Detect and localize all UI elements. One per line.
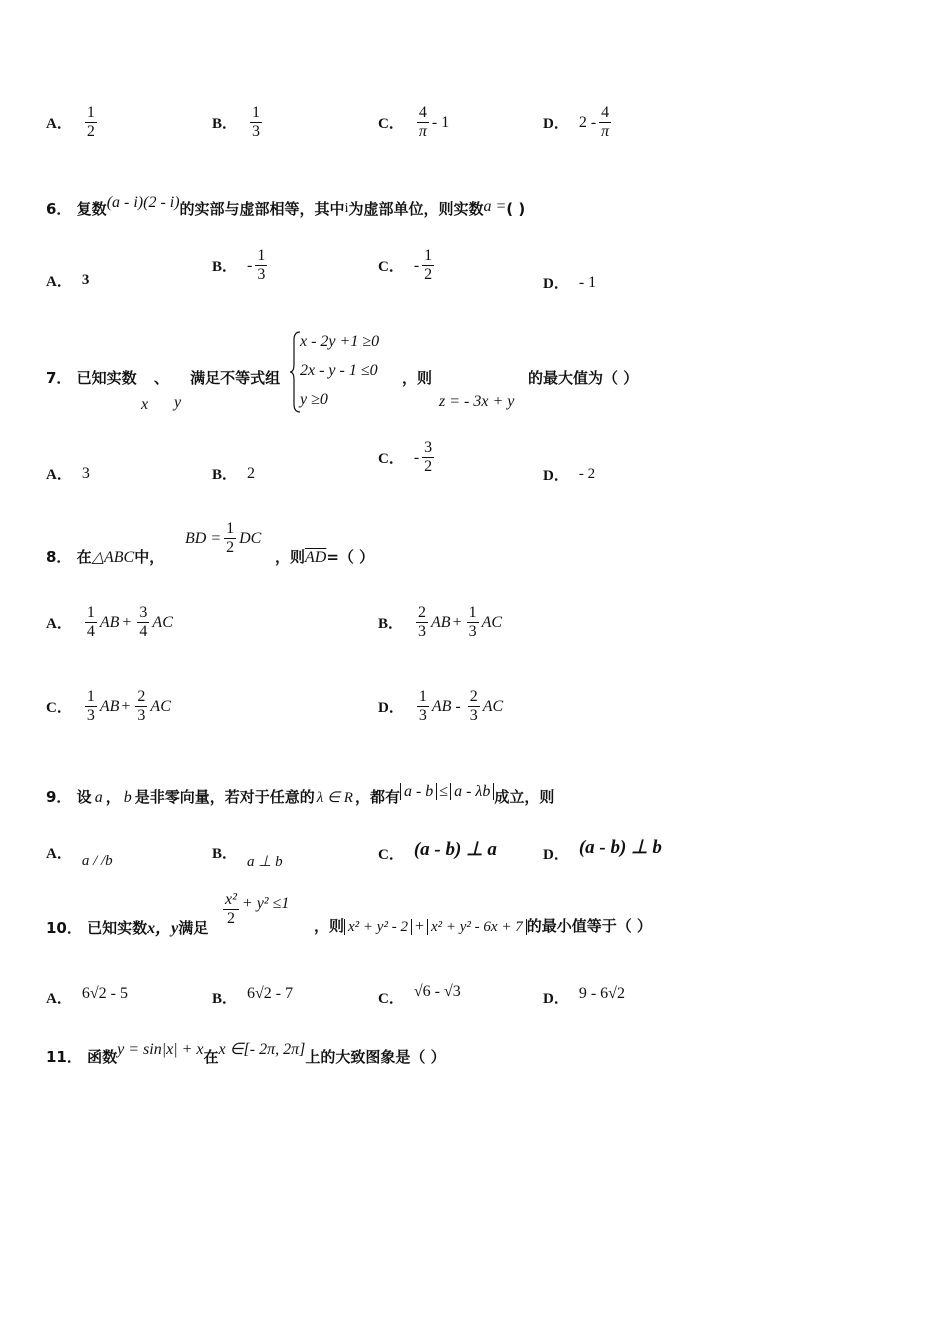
operator: +	[122, 613, 132, 631]
fraction: $\frac{3}{4}$	[139, 604, 148, 641]
q7-option-b[interactable]	[212, 463, 255, 484]
q8-option-d[interactable]	[378, 688, 503, 726]
q10-condition	[220, 891, 289, 929]
q-text: 的最小值等于（ ）	[526, 917, 652, 935]
q-text: 、	[153, 369, 169, 387]
abs-term-1: x² + y² - 2	[344, 919, 412, 935]
option-value: (a - b) ⊥ a	[413, 839, 497, 860]
condition-rest: + y² ≤1	[241, 894, 290, 912]
answer-parens: =（ ）	[326, 548, 375, 566]
option-value: 3	[81, 464, 90, 482]
question-8	[46, 546, 164, 567]
option-label: A．	[46, 116, 72, 133]
option-value: 2	[247, 464, 256, 482]
q-text: ，则	[402, 369, 433, 387]
question-number: 7．	[46, 369, 72, 387]
q-text: 上的大致图象是（ ）	[305, 1048, 446, 1066]
q-text: 的最大值为（ ）	[528, 369, 639, 387]
vector-ab: AB	[431, 697, 452, 715]
option-value: √6 - √3	[413, 982, 461, 1000]
q-text: 中，	[134, 548, 165, 566]
fraction: $\frac{1}{2}$	[86, 104, 95, 141]
q-text: 是非零向量，若对于任意的	[134, 788, 315, 806]
q-text: 为虚部单位，则实数	[348, 200, 484, 218]
fraction: $\frac{1}{2}$	[424, 247, 433, 284]
option-label: A．	[46, 846, 72, 862]
q-text: 的实部与虚部相等，其中	[179, 200, 345, 218]
option-label: C．	[46, 700, 72, 717]
option-value: (a - b) ⊥ b	[578, 837, 662, 858]
var-y: y	[174, 394, 182, 411]
question-7	[46, 367, 280, 388]
option-label: C．	[378, 116, 404, 133]
abs-term-2: x² + y² - 6x + 7	[427, 919, 527, 935]
option-label: C．	[378, 847, 404, 863]
option-value: a ⊥ b	[247, 854, 283, 870]
option-value: a / /b	[81, 853, 113, 869]
vector-dc: DC	[239, 529, 262, 547]
abs-left: a - b	[400, 783, 437, 800]
fraction: $\frac{1}{3}$	[468, 604, 477, 641]
q5-option-c[interactable]	[378, 104, 449, 142]
fraction: $\frac{2}{3}$	[418, 604, 427, 641]
vector-ad: $\overline{AD}$	[305, 549, 327, 566]
question-11	[46, 1041, 446, 1067]
option-label: C．	[378, 259, 404, 276]
lambda-condition: λ ∈ R	[316, 790, 353, 806]
option-value: 6√2 - 5	[81, 984, 128, 1002]
q8-tail	[275, 546, 374, 567]
math-i: i	[344, 201, 349, 216]
le-sign: ≤	[439, 783, 449, 800]
operator: +	[452, 613, 462, 631]
q-text: ，	[105, 788, 121, 806]
q-text: ，则	[314, 917, 345, 935]
question-number: 11．	[46, 1048, 82, 1066]
q-text: 在	[76, 548, 92, 566]
option-label: D．	[378, 700, 404, 717]
objective-fn: z = - 3x + y	[439, 393, 515, 410]
option-label: C．	[378, 451, 404, 468]
option-label: A．	[46, 616, 72, 633]
fraction: $\frac{1}{3}$	[86, 688, 95, 725]
fraction: $\frac{3}{2}$	[424, 439, 433, 476]
q6-option-b[interactable]	[212, 247, 270, 285]
q-text: 设	[76, 788, 92, 806]
q-text: 已知实数	[87, 919, 148, 937]
sign: -	[413, 448, 420, 466]
q8-option-b[interactable]	[378, 604, 502, 642]
fraction: $\frac{4}{\pi}$	[601, 104, 610, 141]
question-9	[46, 783, 555, 807]
triangle: △ABC	[91, 549, 135, 566]
option-value: 3	[81, 272, 90, 288]
plus-sign: +	[414, 918, 424, 935]
q10-option-d[interactable]	[543, 983, 625, 1007]
q-text: 函数	[87, 1048, 118, 1066]
question-number: 6．	[46, 200, 72, 218]
vector-bd: BD =	[185, 529, 222, 547]
q-text: 满足不等式组	[190, 369, 281, 387]
vector-ac: AC	[152, 613, 173, 631]
q9-option-c[interactable]	[378, 838, 497, 861]
option-head: 2 -	[578, 113, 597, 131]
operator: +	[121, 697, 131, 715]
q-text: ，则	[275, 548, 306, 566]
inequality-system	[300, 327, 379, 414]
fraction: $\frac{1}{3}$	[252, 104, 261, 141]
q8-condition	[185, 520, 261, 558]
q-text: ，都有	[354, 788, 400, 806]
question-number: 8．	[46, 548, 72, 566]
answer-parens: ( )	[506, 200, 526, 218]
inequality-3: y ≥0	[300, 391, 328, 408]
vars-xy: x，y	[147, 920, 179, 937]
q9-option-d[interactable]	[543, 836, 662, 863]
option-value: 9 - 6√2	[578, 984, 625, 1002]
domain-expr: x ∈[- 2π, 2π]	[218, 1041, 306, 1058]
option-value: - 2	[578, 466, 596, 482]
sign: -	[413, 256, 420, 274]
vector-ac: AC	[150, 697, 171, 715]
q-text: 复数	[76, 200, 107, 218]
operator: -	[455, 697, 461, 715]
option-label: D．	[543, 276, 569, 292]
var-b: b	[123, 789, 132, 806]
q6-option-c[interactable]	[378, 247, 437, 285]
q10-tail	[314, 915, 652, 936]
q7-option-c[interactable]	[378, 439, 437, 477]
option-label: B．	[378, 616, 404, 633]
var-x: x	[141, 396, 149, 413]
q6-option-d[interactable]	[543, 272, 596, 293]
vector-ab: AB	[99, 697, 120, 715]
q6-option-a[interactable]	[46, 270, 99, 291]
vector-ac: AC	[481, 613, 503, 631]
math-expr: (a - i)(2 - i)	[106, 194, 180, 211]
option-label: D．	[543, 468, 569, 484]
option-label: D．	[543, 847, 569, 863]
fraction: $\frac{1}{3}$	[257, 247, 266, 284]
option-label: A．	[46, 991, 72, 1007]
option-label: A．	[46, 467, 72, 483]
inequality-2: 2x - y - 1 ≤0	[300, 362, 378, 379]
q5-option-a[interactable]	[46, 104, 100, 142]
q5-option-d[interactable]	[543, 104, 614, 142]
option-label: B．	[212, 991, 238, 1007]
fraction: $\frac{\text{x²}}{2}$	[225, 891, 237, 928]
vector-ab: AB	[99, 613, 120, 631]
vector-ac: AC	[482, 697, 504, 715]
q9-option-a[interactable]	[46, 845, 113, 869]
option-label: C．	[378, 991, 404, 1007]
fraction: $\frac{4}{\pi}$	[418, 104, 427, 141]
fraction: $\frac{2}{3}$	[137, 688, 146, 725]
math-var: a =	[483, 198, 507, 215]
q10-option-a[interactable]	[46, 983, 128, 1007]
q10-option-c[interactable]	[378, 981, 461, 1007]
q10-option-b[interactable]	[212, 983, 294, 1007]
inequality-1: x - 2y +1 ≥0	[300, 333, 380, 350]
question-number: 10．	[46, 919, 82, 937]
option-label: B．	[212, 846, 238, 862]
option-value: 6√2 - 7	[247, 984, 294, 1002]
question-6	[46, 194, 526, 219]
vector-ab: AB	[431, 613, 451, 631]
q-text: 满足	[178, 919, 209, 937]
q9-option-b[interactable]	[212, 845, 283, 870]
q-text: 在	[203, 1048, 219, 1066]
abs-right: a - λb	[450, 783, 494, 800]
fraction: $\frac{1}{2}$	[226, 520, 235, 557]
sign: -	[247, 256, 253, 274]
option-label: B．	[212, 467, 238, 483]
option-value: - 1	[578, 273, 597, 291]
q-text: 已知实数	[76, 369, 137, 387]
option-label: D．	[543, 991, 569, 1007]
fraction: $\frac{1}{4}$	[86, 604, 95, 641]
question-number: 9．	[46, 788, 72, 806]
fraction: $\frac{1}{3}$	[418, 688, 427, 725]
option-label: A．	[46, 274, 72, 290]
q-text: 成立，则	[494, 788, 555, 806]
q7-option-d[interactable]	[543, 464, 595, 485]
q8-option-c[interactable]	[46, 688, 171, 726]
option-label: B．	[212, 116, 238, 133]
fraction: $\frac{2}{3}$	[469, 688, 478, 725]
question-10	[46, 915, 208, 938]
q7-option-a[interactable]	[46, 463, 90, 484]
q8-option-a[interactable]	[46, 604, 173, 642]
option-label: B．	[212, 259, 238, 276]
option-label: D．	[543, 116, 569, 133]
var-a: a	[94, 789, 103, 806]
q5-option-b[interactable]	[212, 104, 265, 142]
function-expr: y = sin|x| + x	[117, 1041, 204, 1058]
option-tail: - 1	[431, 113, 450, 131]
